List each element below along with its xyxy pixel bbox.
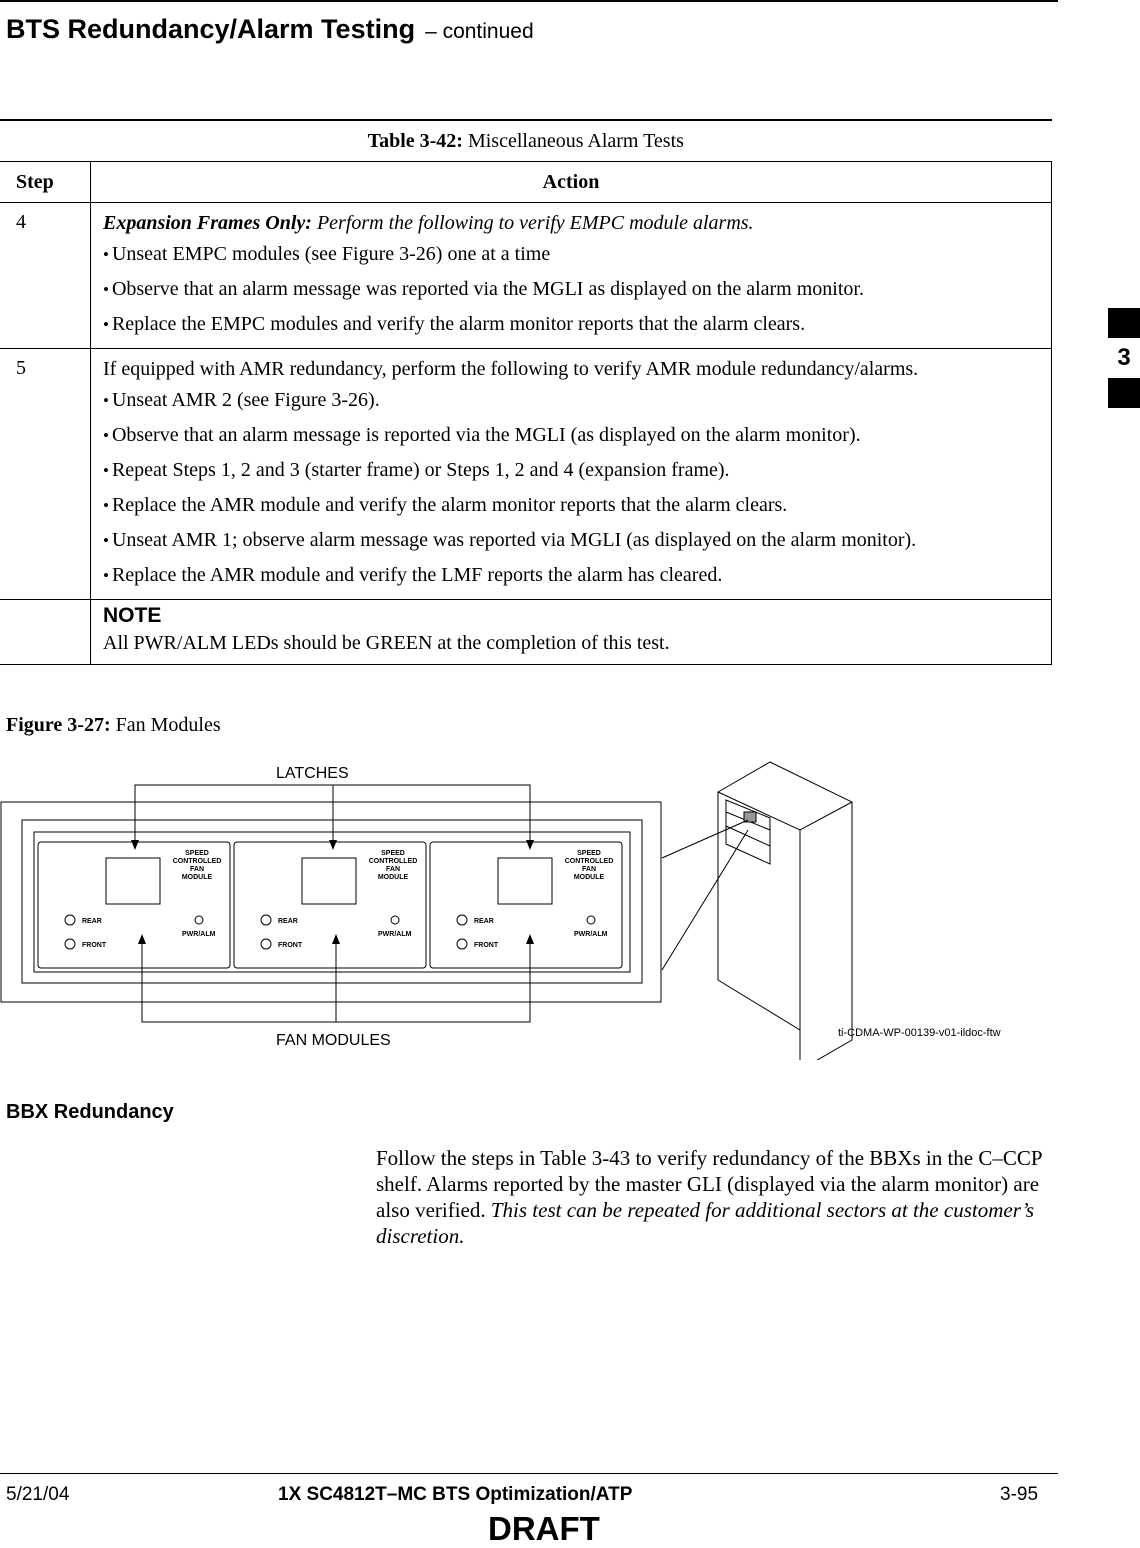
- figure-id-label: ti-CDMA-WP-00139-v01-ildoc-ftw: [838, 1027, 1001, 1039]
- header-title: BTS Redundancy/Alarm Testing: [6, 14, 416, 44]
- step-action: [91, 203, 1052, 349]
- table-caption-text: Miscellaneous Alarm Tests: [467, 129, 684, 152]
- footer-doc-title: 1X SC4812T–MC BTS Optimization/ATP: [278, 1484, 633, 1505]
- module-title: SPEED: [185, 850, 209, 857]
- module-title: MODULE: [181, 874, 213, 881]
- header-rule: [0, 0, 1058, 2]
- note-title: NOTE: [103, 604, 162, 627]
- rear-label: REAR: [474, 918, 494, 925]
- page-header: [6, 14, 534, 45]
- table-header-row: [0, 162, 1052, 203]
- step-number: 5: [0, 349, 91, 600]
- step-lead: If equipped with AMR redundancy, perform the following to verify AMR module redundancy/alarms.: [103, 358, 919, 380]
- bullet-item: • Replace the AMR module and verify the alarm monitor reports that the alarm clears.: [103, 488, 1051, 523]
- module-title: MODULE: [573, 874, 605, 881]
- front-label: FRONT: [474, 942, 499, 949]
- step-lead-italic: Perform the following to verify EMPC module alarms.: [316, 212, 754, 234]
- table-note-row: [0, 600, 1052, 665]
- latches-label: LATCHES: [276, 765, 349, 782]
- note-step-cell: [0, 600, 91, 665]
- step-number: 4: [0, 203, 91, 349]
- chapter-tab-top: [1108, 308, 1140, 338]
- front-label: FRONT: [82, 942, 107, 949]
- module-title: CONTROLLED: [368, 858, 418, 865]
- bullet-item: • Unseat AMR 1; observe alarm message was reported via MGLI (as displayed on the alarm monitor).: [103, 523, 1051, 558]
- cabinet-icon: [662, 762, 852, 1060]
- fan-shelf-tray: [34, 832, 630, 972]
- step-lead-bold: Expansion Frames Only:: [103, 212, 312, 234]
- pwr-alm-label: PWR/ALM: [378, 931, 412, 938]
- rear-label: REAR: [278, 918, 298, 925]
- figure-caption-label: Figure 3-27:: [6, 714, 111, 736]
- misc-alarm-tests-table: [0, 119, 1052, 665]
- note-cell: [91, 600, 1052, 665]
- figure-caption-text: Fan Modules: [115, 714, 221, 736]
- module-title: FAN: [386, 866, 400, 873]
- rear-label: REAR: [82, 918, 102, 925]
- bullet-item: • Observe that an alarm message is reported via the MGLI (as displayed on the alarm monitor).: [103, 418, 1051, 453]
- fan-modules-label: FAN MODULES: [276, 1032, 391, 1049]
- step-action: [91, 349, 1052, 600]
- table-caption: [0, 120, 1052, 162]
- footer-rule: [0, 1473, 1058, 1474]
- table-caption-row: [0, 120, 1052, 162]
- bullet-item: • Replace the EMPC modules and verify the alarm monitor reports that the alarm clears.: [103, 307, 1051, 342]
- module-title: SPEED: [577, 850, 601, 857]
- fan-modules-figure: [0, 760, 1060, 1060]
- bullet-item: • Repeat Steps 1, 2 and 3 (starter frame) or Steps 1, 2 and 4 (expansion frame).: [103, 453, 1051, 488]
- section-heading: BBX Redundancy: [6, 1101, 174, 1123]
- pwr-alm-label: PWR/ALM: [574, 931, 608, 938]
- chapter-tab-number: 3: [1117, 344, 1131, 371]
- footer-page-number: 3-95: [1000, 1484, 1039, 1505]
- bullet-item: • Replace the AMR module and verify the LMF reports the alarm has cleared.: [103, 558, 1051, 593]
- col-action-header: Action: [91, 162, 1052, 203]
- front-label: FRONT: [278, 942, 303, 949]
- module-title: CONTROLLED: [564, 858, 614, 865]
- step-lead: [103, 211, 1051, 235]
- table-row: [0, 203, 1052, 349]
- module-title: MODULE: [377, 874, 409, 881]
- bullet-item: • Unseat AMR 2 (see Figure 3-26).: [103, 383, 1051, 418]
- module-title: FAN: [582, 866, 596, 873]
- module-title: CONTROLLED: [172, 858, 222, 865]
- paragraph-plain: Follow the steps in Table 3-43 to verify redundancy of the BBXs in the C–CCP shelf. Alarms reported by the master GLI (displayed via the alarm monitor) are also verified.: [376, 1146, 1042, 1222]
- pwr-alm-label: PWR/ALM: [182, 931, 216, 938]
- bullet-item: • Observe that an alarm message was reported via the MGLI as displayed on the alarm monitor.: [103, 272, 1051, 307]
- chapter-tab-bottom: [1108, 378, 1140, 408]
- table-row: [0, 349, 1052, 600]
- section-paragraph: [376, 1145, 1056, 1249]
- module-title: SPEED: [381, 850, 405, 857]
- header-continued: – continued: [425, 20, 534, 43]
- module-title: FAN: [190, 866, 204, 873]
- paragraph-italic: This test can be repeated for additional sectors at the customer’s discretion.: [376, 1198, 1035, 1248]
- footer-date: 5/21/04: [6, 1484, 70, 1505]
- footer-draft-mark: DRAFT: [488, 1510, 600, 1547]
- figure-caption: [6, 714, 221, 737]
- bullet-item: • Unseat EMPC modules (see Figure 3-26) one at a time: [103, 237, 1051, 272]
- note-text: All PWR/ALM LEDs should be GREEN at the completion of this test.: [103, 632, 670, 654]
- table-caption-label: Table 3-42:: [367, 129, 463, 152]
- col-step-header: Step: [0, 162, 91, 203]
